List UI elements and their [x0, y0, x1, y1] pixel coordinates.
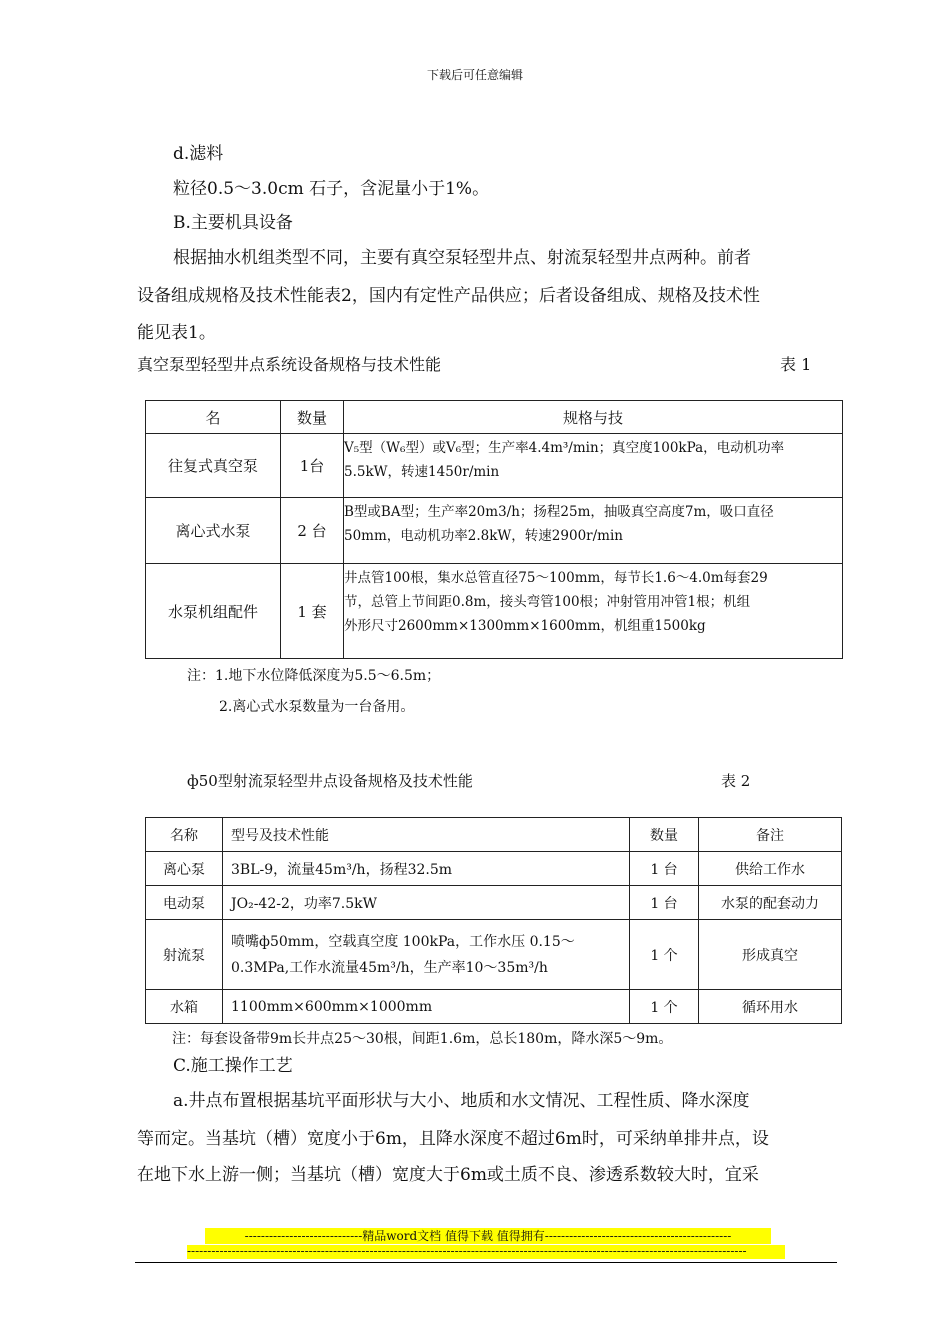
table-row: [146, 886, 842, 920]
table2-cell-qty: 1 台: [630, 886, 699, 920]
table1-header-row: [146, 401, 843, 434]
table2-cell-name: 水箱: [146, 990, 223, 1024]
table1-header-name: 名: [146, 401, 281, 434]
table2-header-spec: 型号及技术性能: [223, 818, 630, 852]
table1-cell-qty: 1台: [281, 434, 344, 498]
table-row: [146, 434, 843, 498]
table2-cell-spec: 3BL-9，流量45m³/h，扬程32.5m: [223, 852, 630, 886]
table1: [145, 400, 843, 659]
table2-header-row: [146, 818, 842, 852]
table2-cell-spec: 1100mm×600mm×1000mm: [223, 990, 630, 1024]
table-row: [146, 564, 843, 659]
section-b-line3: 能见表1。: [137, 323, 216, 343]
spec-line: 井点管100根，集水总管直径75～100mm，每节长1.6～4.0m每套29: [344, 570, 768, 586]
spec-line: 喷嘴ф50mm，空载真空度 100kPa，工作水压 0.15～: [231, 933, 575, 950]
table2-cell-name: 射流泵: [146, 920, 223, 990]
table1-cell-spec: [344, 434, 843, 498]
section-c-line3: 在地下水上游一侧；当基坑（槽）宽度大于6m或土质不良、渗透系数较大时，宜采: [137, 1165, 759, 1185]
table2-cell-remark: 水泵的配套动力: [699, 886, 842, 920]
section-c-title: C.施工操作工艺: [173, 1056, 293, 1076]
table1-caption: 真空泵型轻型井点系统设备规格与技术性能: [137, 355, 442, 374]
table2-header-qty: 数量: [630, 818, 699, 852]
footer-rule: [135, 1262, 837, 1263]
table2-cell-spec: JO₂-42-2，功率7.5kW: [223, 886, 630, 920]
section-d-text: 粒径0.5～3.0cm 石子，含泥量小于1%。: [173, 179, 490, 199]
footer-dash-band: ------------------------------------------------------------------------------------------------------------------------------------------: [187, 1245, 785, 1259]
section-b-line2: 设备组成规格及技术性能表2，国内有定性产品供应；后者设备组成、规格及技术性: [137, 286, 760, 306]
section-b-line1: 根据抽水机组类型不同，主要有真空泵轻型井点、射流泵轻型井点两种。前者: [173, 248, 751, 268]
table2-cell-qty: 1 台: [630, 852, 699, 886]
table2-cell-remark: 循环用水: [699, 990, 842, 1024]
table-row: [146, 920, 842, 990]
table2-cell-remark: 供给工作水: [699, 852, 842, 886]
table1-note2: 2.离心式水泵数量为一台备用。: [219, 699, 415, 715]
table2-cell-qty: 1 个: [630, 990, 699, 1024]
spec-line: 0.3MPa,工作水流量45m³/h，生产率10～35m³/h: [231, 959, 548, 976]
footer-promo-band: -----------------------------精品word文档 值得下载 值得拥有----------------------------------------------: [205, 1228, 771, 1244]
table2-note: 注：每套设备带9m长井点25～30根，间距1.6m，总长180m，降水深5～9m。: [172, 1031, 673, 1047]
table1-cell-qty: 1 套: [281, 564, 344, 659]
table2-cell-name: 电动泵: [146, 886, 223, 920]
table1-cell-spec: [344, 564, 843, 659]
table-row: [146, 498, 843, 564]
table1-cell-qty: 2 台: [281, 498, 344, 564]
table2-cell-spec: [223, 920, 630, 990]
table2-label: 表 2: [721, 772, 751, 790]
table2-header-name: 名称: [146, 818, 223, 852]
spec-line: 外形尺寸2600mm×1300mm×1600mm，机组重1500kg: [344, 618, 706, 634]
table1-cell-name: 水泵机组配件: [146, 564, 281, 659]
page-header: 下载后可任意编辑: [426, 68, 523, 82]
table2-caption: ф50型射流泵轻型井点设备规格及技术性能: [187, 772, 473, 790]
section-b-title: B.主要机具设备: [173, 213, 293, 233]
table-row: [146, 852, 842, 886]
section-d-title: d.滤料: [173, 144, 224, 164]
spec-line: 50mm，电动机功率2.8kW，转速2900r/min: [344, 528, 623, 544]
spec-line: 节，总管上节间距0.8m，接头弯管100根；冲射管用冲管1根；机组: [344, 594, 751, 610]
spec-line: B型或BA型；生产率20m3/h；扬程25m，抽吸真空高度7m，吸口直径: [344, 504, 774, 520]
table1-header-qty: 数量: [281, 401, 344, 434]
section-c-line2: 等而定。当基坑（槽）宽度小于6m，且降水深度不超过6m时，可采纳单排井点，设: [137, 1129, 769, 1149]
table1-label: 表 1: [780, 355, 812, 374]
table-row: [146, 990, 842, 1024]
spec-line: 5.5kW，转速1450r/min: [344, 464, 500, 480]
table1-cell-name: 离心式水泵: [146, 498, 281, 564]
table2-cell-remark: 形成真空: [699, 920, 842, 990]
table1-cell-spec: [344, 498, 843, 564]
table2-header-remark: 备注: [699, 818, 842, 852]
table1-cell-name: 往复式真空泵: [146, 434, 281, 498]
table2: [145, 817, 842, 1024]
table2-cell-name: 离心泵: [146, 852, 223, 886]
section-c-line1: a.井点布置根据基坑平面形状与大小、地质和水文情况、工程性质、降水深度: [173, 1091, 750, 1111]
table2-cell-qty: 1 个: [630, 920, 699, 990]
table1-header-spec: 规格与技: [344, 401, 843, 434]
spec-line: V₅型（W₆型）或V₆型；生产率4.4m³/min；真空度100kPa，电动机功率: [344, 440, 785, 456]
table1-note1: 注：1.地下水位降低深度为5.5～6.5m；: [187, 668, 441, 684]
